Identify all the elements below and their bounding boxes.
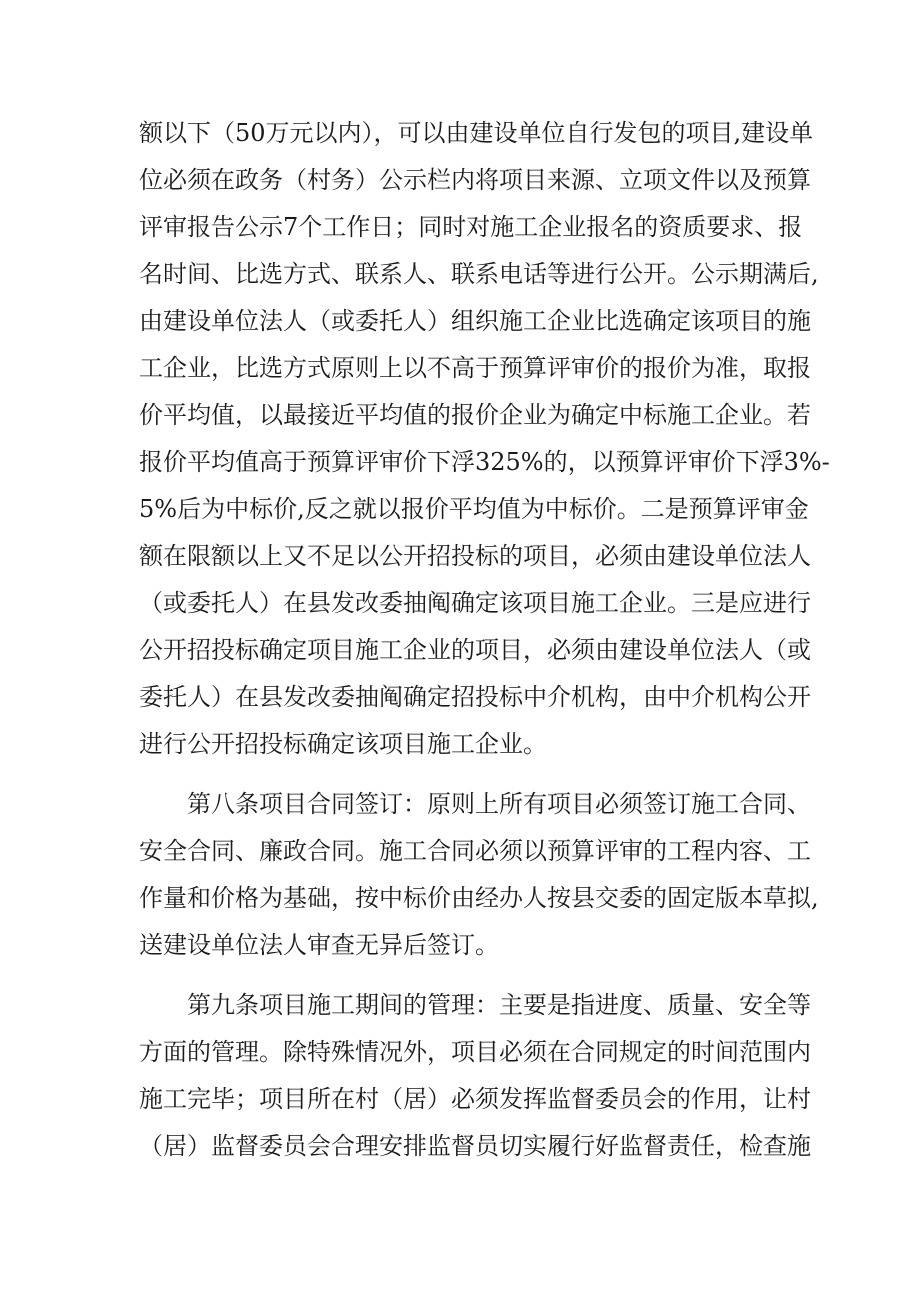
text-line: 位必须在政务（村务）公示栏内将项目来源、立项文件以及预算	[139, 166, 811, 194]
text-line: （居）监督委员会合理安排监督员切实履行好监督责任，检查施	[139, 1132, 811, 1160]
text-line: 公开招投标确定项目施工企业的项目，必须由建设单位法人（或	[139, 636, 811, 664]
text-line: 工企业，比选方式原则上以不高于预算评审价的报价为准，取报	[139, 354, 811, 382]
text-line: 施工完毕；项目所在村（居）必须发挥监督委员会的作用，让村	[139, 1085, 811, 1113]
text-line: 第九条项目施工期间的管理：主要是指进度、质量、安全等	[187, 991, 811, 1019]
text-line: （或委托人）在县发改委抽阄确定该项目施工企业。三是应进行	[139, 589, 811, 617]
text-line: 作量和价格为基础，按中标价由经办人按县交委的固定版本草拟,	[139, 884, 819, 912]
text-line: 安全合同、廉政合同。施工合同必须以预算评审的工程内容、工	[139, 837, 811, 865]
text-line: 价平均值，以最接近平均值的报价企业为确定中标施工企业。若	[139, 401, 811, 429]
text-line: 由建设单位法人（或委托人）组织施工企业比选确定该项目的施	[139, 307, 811, 335]
text-line: 进行公开招投标确定该项目施工企业。	[139, 730, 547, 758]
text-line: 第八条项目合同签订：原则上所有项目必须签订施工合同、	[187, 790, 811, 818]
text-line: 评审报告公示7个工作日；同时对施工企业报名的资质要求、报	[139, 213, 803, 241]
text-line: 送建设单位法人审查无异后签订。	[139, 931, 499, 959]
text-line: 额以下（50万元以内），可以由建设单位自行发包的项目,建设单	[139, 119, 814, 147]
text-line: 委托人）在县发改委抽阄确定招投标中介机构，由中介机构公开	[139, 683, 811, 711]
text-line: 名时间、比选方式、联系人、联系电话等进行公开。公示期满后,	[139, 260, 819, 288]
text-line: 额在限额以上又不足以公开招投标的项目，必须由建设单位法人	[139, 542, 811, 570]
text-line: 报价平均值高于预算评审价下浮325%的，以预算评审价下浮3%-	[139, 448, 830, 476]
text-line: 方面的管理。除特殊情况外，项目必须在合同规定的时间范围内	[139, 1038, 811, 1066]
text-line: 5%后为中标价,反之就以报价平均值为中标价。二是预算评审金	[139, 495, 809, 523]
